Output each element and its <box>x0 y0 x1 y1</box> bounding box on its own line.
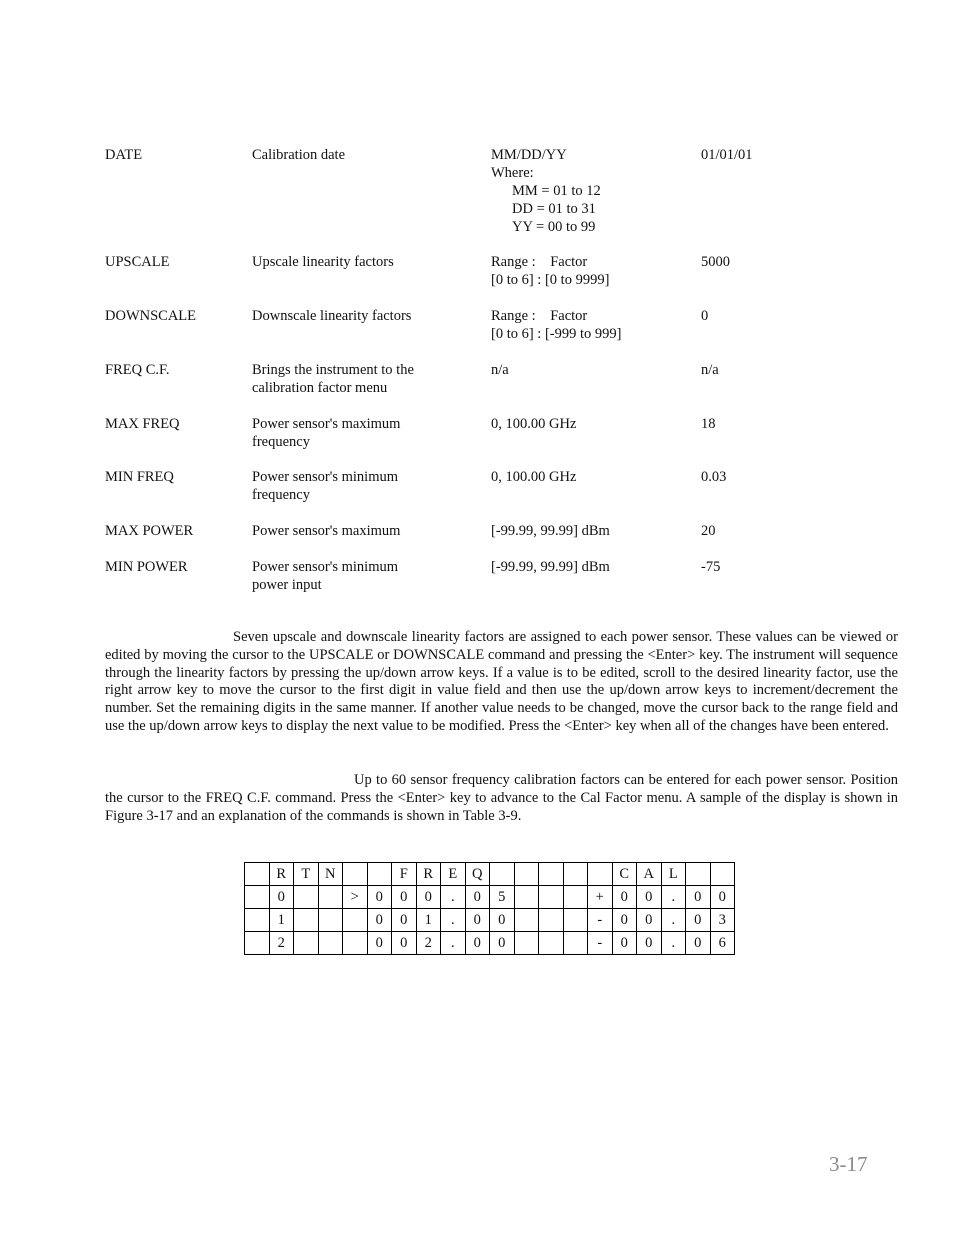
display-cell: 0 <box>465 886 490 909</box>
command-name: MIN FREQ <box>105 469 174 485</box>
display-cell: 0 <box>269 886 294 909</box>
command-default: -75 <box>701 559 721 575</box>
display-cell: 0 <box>367 932 392 955</box>
display-cell: - <box>588 932 613 955</box>
display-cell <box>245 932 270 955</box>
display-cell: . <box>441 909 466 932</box>
display-cell <box>539 863 564 886</box>
display-cell <box>539 909 564 932</box>
display-cell <box>514 863 539 886</box>
display-cell: 3 <box>710 909 735 932</box>
range-line: [-99.99, 99.99] dBm <box>491 559 610 575</box>
command-range <box>491 558 610 576</box>
display-cell: 0 <box>686 932 711 955</box>
command-description <box>252 361 414 397</box>
display-cell: 0 <box>367 886 392 909</box>
display-cell <box>539 886 564 909</box>
display-cell <box>245 909 270 932</box>
display-cell: . <box>661 909 686 932</box>
cal-factor-display <box>244 862 735 955</box>
display-cell <box>294 932 319 955</box>
command-description <box>252 253 394 271</box>
description-line: Upscale linearity factors <box>252 254 394 270</box>
display-cell: 0 <box>612 932 637 955</box>
display-cell <box>539 932 564 955</box>
display-cell: 0 <box>392 932 417 955</box>
display-cell: . <box>661 932 686 955</box>
display-cell: . <box>661 886 686 909</box>
command-name: UPSCALE <box>105 254 170 270</box>
display-cell <box>294 909 319 932</box>
command-name: DOWNSCALE <box>105 308 197 324</box>
command-description <box>252 522 400 540</box>
display-cell <box>367 863 392 886</box>
description-line: Calibration date <box>252 147 346 163</box>
display-cell: 0 <box>637 886 662 909</box>
display-cell <box>245 886 270 909</box>
command-default: 18 <box>701 416 716 432</box>
description-line: Power sensor's minimum <box>252 469 398 485</box>
display-cell: 1 <box>269 909 294 932</box>
linearity-paragraph: Seven upscale and downscale linearity factors are assigned to each power sensor. These values can be viewed or edited by moving the cursor to the UPSCALE or DOWNSCALE command and pressing the <Enter> key. The instrument will sequence through the linearity factors by pressing the up/down arrow keys. If a value is to be edited, scroll to the desired linearity factor, use the right arrow key to move the cursor to the first digit in value field and then use the up/down arrow keys to increment/decrement the number. Set the remaining digits in the same manner. If another value needs to be changed, move the cursor back to the range field and use the up/down arrow keys to display the next value to be modified. Press the <Enter> key when all of the changes have been entered. <box>105 629 898 734</box>
display-cell: 5 <box>490 886 515 909</box>
display-cell: 0 <box>637 932 662 955</box>
description-line: power input <box>252 577 322 593</box>
command-name: MAX POWER <box>105 523 194 539</box>
display-cell: 0 <box>637 909 662 932</box>
display-cell <box>588 863 613 886</box>
command-description <box>252 558 398 594</box>
page-number: 3-17 <box>829 1152 868 1176</box>
display-cell <box>490 863 515 886</box>
display-cell: 1 <box>416 909 441 932</box>
display-cell <box>686 863 711 886</box>
display-cell <box>710 863 735 886</box>
display-cell <box>343 863 368 886</box>
display-cell: 0 <box>392 909 417 932</box>
display-cell: + <box>588 886 613 909</box>
display-cell: . <box>441 932 466 955</box>
range-detail-line: DD = 01 to 31 <box>512 201 596 217</box>
display-cell: R <box>416 863 441 886</box>
display-row <box>245 909 735 932</box>
description-line: Brings the instrument to the <box>252 362 414 378</box>
display-cell: R <box>269 863 294 886</box>
range-line: Range : Factor <box>491 308 588 324</box>
range-line: Where: <box>491 165 534 181</box>
display-cell: 0 <box>367 909 392 932</box>
display-cell <box>563 909 588 932</box>
command-range <box>491 415 576 433</box>
display-cell: - <box>588 909 613 932</box>
command-range <box>491 253 609 289</box>
display-cell <box>343 932 368 955</box>
display-cell: F <box>392 863 417 886</box>
range-line: MM/DD/YY <box>491 147 567 163</box>
description-line: Downscale linearity factors <box>252 308 412 324</box>
display-cell <box>318 909 343 932</box>
display-cell <box>563 886 588 909</box>
range-detail-line: MM = 01 to 12 <box>512 183 601 199</box>
display-cell <box>514 909 539 932</box>
display-cell <box>514 886 539 909</box>
display-cell: E <box>441 863 466 886</box>
command-default: 5000 <box>701 254 730 270</box>
display-cell <box>294 886 319 909</box>
command-default: 0.03 <box>701 469 727 485</box>
command-description <box>252 146 345 164</box>
display-cell <box>318 886 343 909</box>
display-row <box>245 863 735 886</box>
display-cell: 0 <box>416 886 441 909</box>
command-range <box>491 468 576 486</box>
display-cell: 0 <box>612 909 637 932</box>
command-name: MIN POWER <box>105 559 188 575</box>
description-line: calibration factor menu <box>252 380 388 396</box>
description-line: frequency <box>252 487 310 503</box>
command-name: DATE <box>105 147 143 163</box>
display-cell <box>563 863 588 886</box>
command-range <box>491 146 601 236</box>
range-line: 0, 100.00 GHz <box>491 416 577 432</box>
display-cell: > <box>343 886 368 909</box>
command-range <box>491 361 509 379</box>
display-cell: Q <box>465 863 490 886</box>
display-cell: 0 <box>710 886 735 909</box>
range-line: [0 to 6] : [0 to 9999] <box>491 272 610 288</box>
display-cell: 0 <box>490 909 515 932</box>
command-range <box>491 522 610 540</box>
cal-factor-paragraph: Up to 60 sensor frequency calibration factors can be entered for each power sensor. Position the cursor to the FREQ C.F. command. Press the <Enter> key to advance to the Cal Factor menu. A sample of the display is shown in Figure 3-17 and an explanation of the commands is shown in Table 3-9. <box>105 772 898 824</box>
range-line: n/a <box>491 362 509 378</box>
display-cell: 2 <box>416 932 441 955</box>
command-range <box>491 307 621 343</box>
command-name: MAX FREQ <box>105 416 180 432</box>
display-cell <box>245 863 270 886</box>
display-cell <box>318 932 343 955</box>
display-cell: L <box>661 863 686 886</box>
description-line: Power sensor's maximum <box>252 416 401 432</box>
description-line: frequency <box>252 434 310 450</box>
display-cell: . <box>441 886 466 909</box>
display-cell: 0 <box>686 886 711 909</box>
description-line: Power sensor's minimum <box>252 559 398 575</box>
display-cell: N <box>318 863 343 886</box>
command-description <box>252 415 400 451</box>
display-cell: 0 <box>465 909 490 932</box>
command-default: n/a <box>701 362 719 378</box>
display-row <box>245 886 735 909</box>
display-row <box>245 932 735 955</box>
command-description <box>252 468 398 504</box>
display-cell: 0 <box>686 909 711 932</box>
command-name: FREQ C.F. <box>105 362 170 378</box>
display-cell: C <box>612 863 637 886</box>
command-description <box>252 307 411 325</box>
display-cell <box>343 909 368 932</box>
display-cell <box>514 932 539 955</box>
display-cell: 2 <box>269 932 294 955</box>
display-cell: 6 <box>710 932 735 955</box>
range-line: [-99.99, 99.99] dBm <box>491 523 610 539</box>
display-cell: A <box>637 863 662 886</box>
display-cell: 0 <box>465 932 490 955</box>
range-detail-line: YY = 00 to 99 <box>512 219 596 235</box>
range-line: Range : Factor <box>491 254 588 270</box>
command-default: 20 <box>701 523 716 539</box>
display-cell: T <box>294 863 319 886</box>
display-cell: 0 <box>612 886 637 909</box>
display-cell: 0 <box>392 886 417 909</box>
command-default: 01/01/01 <box>701 147 753 163</box>
command-default: 0 <box>701 308 709 324</box>
range-line: 0, 100.00 GHz <box>491 469 577 485</box>
range-line: [0 to 6] : [-999 to 999] <box>491 326 622 342</box>
display-cell <box>563 932 588 955</box>
display-cell: 0 <box>490 932 515 955</box>
description-line: Power sensor's maximum <box>252 523 401 539</box>
